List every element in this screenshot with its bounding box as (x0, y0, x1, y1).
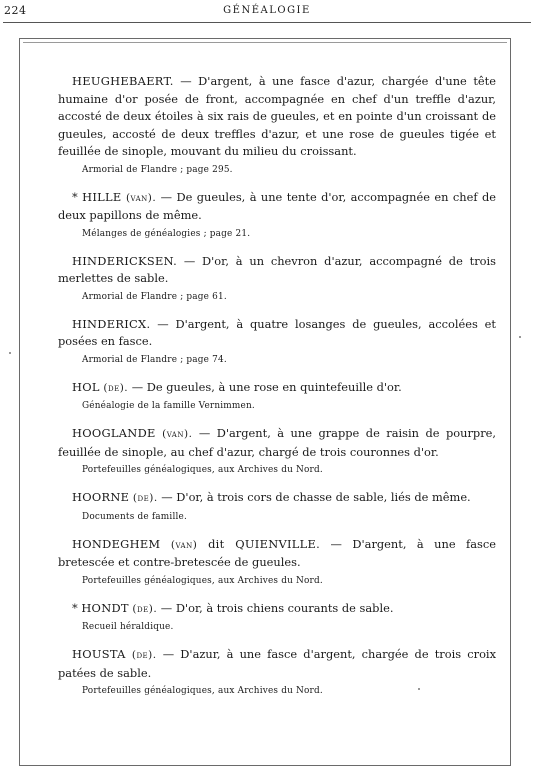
header-rule (3, 22, 531, 23)
entry-text: — D'argent, à une fasce bretescée et contre-bretescée de gueules. (58, 536, 497, 569)
entry-hondt (58, 600, 496, 635)
entry-source: Recueil héraldique. (82, 622, 174, 632)
entry-name: HEUGHEBAERT. (72, 74, 174, 88)
entry-name: HONDEGHEM (72, 536, 161, 551)
entry-name: HILLE (82, 189, 122, 204)
entry-hol (58, 379, 496, 414)
entry-particle: (de). (132, 602, 158, 615)
entry-source: Armorial de Flandre ; page 295. (82, 164, 233, 175)
entry-hooglande (58, 425, 496, 477)
entry-heughebaert (58, 73, 496, 177)
entry-blazon (58, 600, 496, 619)
entry-text: — De gueules, à une rose en quintefeuille d'or. (128, 379, 402, 394)
entry-hindericksen (58, 253, 496, 304)
entry-blazon (58, 489, 496, 508)
entry-source: Portefeuilles généalogiques, aux Archives du Nord. (82, 465, 323, 475)
entry-source: Mélanges de généalogies ; page 21. (82, 228, 251, 239)
page-number: 224 (4, 4, 27, 17)
entry-name: HOORNE (72, 490, 130, 504)
entry-name: HOL (72, 379, 100, 394)
entry-text: — D'or, à un chevron d'azur, accompagné de trois merlettes de sable. (58, 253, 496, 285)
entry-blazon (58, 316, 496, 351)
entry-blazon (58, 189, 496, 225)
entry-source: Armorial de Flandre ; page 74. (82, 354, 227, 365)
entry-text: — De gueules, à une tente d'or, accompagnée en chef de deux papillons de même. (58, 189, 497, 222)
entry-source: Portefeuilles généalogiques, aux Archives du Nord. (82, 575, 323, 586)
entry-blazon (58, 73, 496, 161)
entry-blazon (58, 536, 496, 572)
running-head: GÉNÉALOGIE (223, 5, 311, 16)
entry-particle: (de). (132, 492, 158, 504)
print-speck (519, 336, 521, 338)
entry-name: HINDERICKSEN. (72, 253, 178, 268)
entry-hondeghem (58, 536, 496, 588)
entry-name: HOOGLANDE (72, 426, 156, 440)
entry-blazon (58, 253, 496, 288)
entry-source: Généalogie de la famille Vernimmen. (82, 401, 255, 411)
entry-source: Armorial de Flandre ; page 61. (82, 291, 227, 302)
entry-blazon (58, 646, 496, 682)
entry-name-suffix: dit QUIENVILLE. (197, 536, 321, 551)
entry-source: Portefeuilles généalogiques, aux Archives du Nord. (82, 686, 323, 696)
entry-housta (58, 646, 496, 698)
armorial-entries (58, 73, 496, 710)
entry-source: Documents de famille. (82, 511, 188, 522)
entry-text: — D'argent, à quatre losanges de gueules, accolées et posées en fasce. (58, 316, 496, 348)
entry-blazon (58, 425, 496, 461)
entry-text: — D'argent, à une fasce d'azur, chargée d'une tête humaine d'or posée de front, accompagnée en chef d'un treffle d'azur, accosté de deux étoiles à six rais de gueules, et en pointe d'un croissant de gueules, accosté de deux treffles d'azur, et une rose de gueules tigée et feuillée de sinople, mouvant du milieu du croissant. (58, 74, 496, 158)
entry-particle: (de). (131, 649, 157, 661)
entry-particle: (van) (170, 538, 198, 551)
entry-hille (58, 189, 496, 241)
print-speck (9, 352, 11, 354)
entry-name: HONDT (81, 600, 129, 615)
entry-particle: (van). (162, 428, 193, 440)
entry-particle: (de). (103, 381, 129, 394)
entry-marker: * (72, 600, 78, 615)
entry-text: — D'or, à trois cors de chasse de sable, liés de même. (157, 490, 471, 504)
entry-marker: * (72, 189, 78, 204)
entry-name: HOUSTA (72, 647, 126, 661)
entry-text: — D'or, à trois chiens courants de sable. (157, 600, 394, 615)
entry-name: HINDERICX. (72, 316, 151, 331)
entry-hindericx (58, 316, 496, 367)
entry-blazon (58, 379, 496, 398)
entry-hoorne (58, 489, 496, 524)
entry-particle: (van). (125, 191, 157, 204)
entry-text: — D'argent, à une grappe de raisin de pourpre, feuillée de sinople, au chef d'azur, chargé de trois couronnes d'or. (58, 426, 496, 459)
entry-text: — D'azur, à une fasce d'argent, chargée de trois croix patées de sable. (58, 647, 496, 680)
